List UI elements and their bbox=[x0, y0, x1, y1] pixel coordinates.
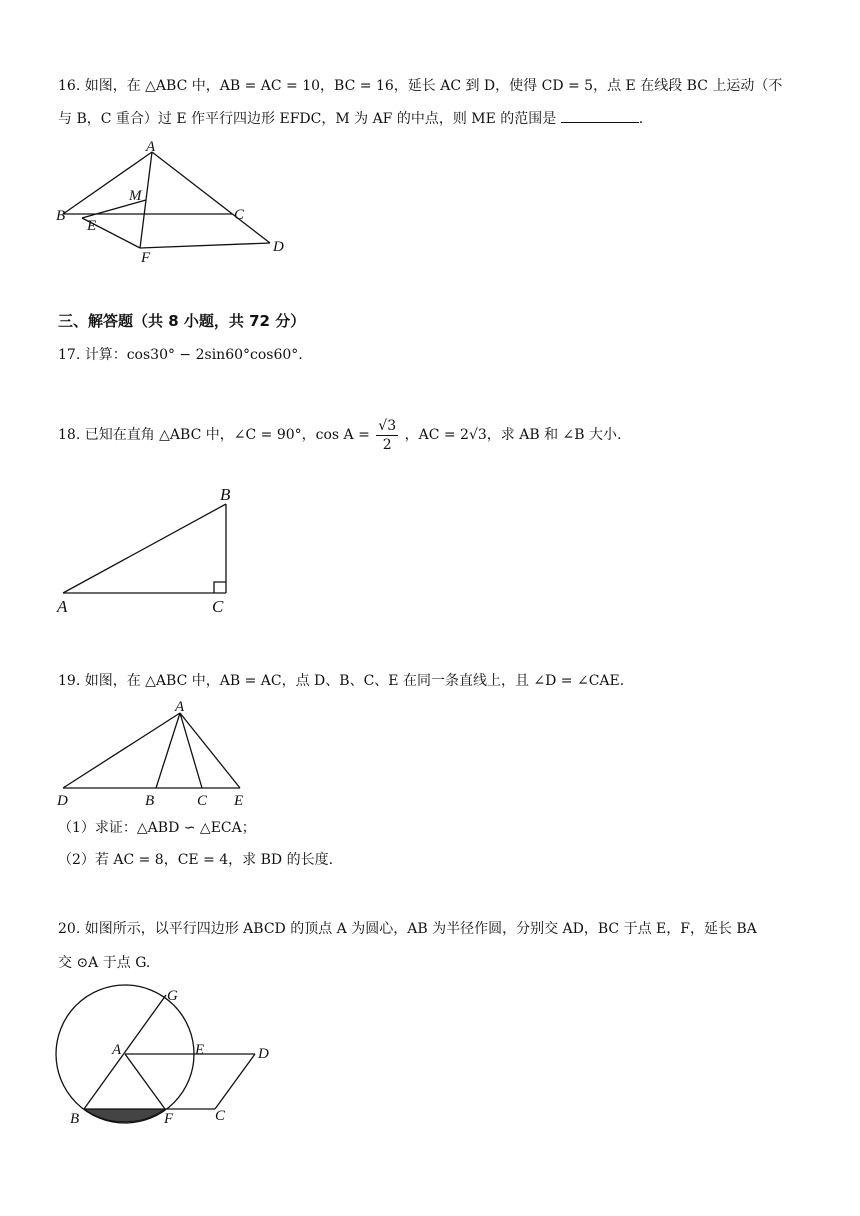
q16-line2-text: 与 B，C 重合）过 E 作平行四边形 EFDC，M 为 AF 的中点，则 ME 的范围是 bbox=[58, 111, 557, 127]
q16-label-E: E bbox=[87, 218, 97, 234]
q16-label-M: M bbox=[129, 188, 142, 204]
q19-text: 19. 如图，在 △ABC 中，AB = AC，点 D、B、C、E 在同一条直线上，且 ∠D = ∠CAE. bbox=[58, 673, 625, 689]
q19-label-A: A bbox=[175, 699, 185, 715]
q18-label-B: B bbox=[220, 485, 231, 504]
q19-label-D: D bbox=[57, 793, 68, 809]
q20-shaded-segment bbox=[84, 1109, 165, 1122]
q20-label-B: B bbox=[70, 1111, 80, 1127]
q16-line2-end: . bbox=[638, 111, 644, 127]
q16-label-D: D bbox=[273, 239, 284, 255]
q17-text: 17. 计算：cos30° − 2sin60°cos60°. bbox=[58, 347, 303, 363]
q19-part2: （2）若 AC = 8，CE = 4，求 BD 的长度. bbox=[58, 852, 334, 868]
q20-label-G: G bbox=[167, 988, 178, 1004]
q16-label-F: F bbox=[141, 250, 151, 266]
q20-label-C: C bbox=[215, 1108, 226, 1124]
q16-label-B: B bbox=[56, 208, 66, 224]
q18-frac-num: √3 bbox=[378, 417, 397, 434]
q16-line1: 16. 如图，在 △ABC 中，AB = AC = 10，BC = 16，延长 AC 到 D，使得 CD = 5，点 E 在线段 BC 上运动（不 bbox=[58, 78, 783, 94]
q18-frac-den: 2 bbox=[382, 436, 392, 453]
q19-part1: （1）求证：△ABD ∽ △ECA； bbox=[58, 820, 256, 836]
q19-label-B: B bbox=[145, 793, 155, 809]
q20-line1: 20. 如图所示，以平行四边形 ABCD 的顶点 A 为圆心，AB 为半径作圆，分别交 AD，BC 于点 E，F，延长 BA bbox=[58, 921, 757, 937]
q20-label-A: A bbox=[112, 1042, 122, 1058]
q18-suffix: ，AC = 2√3，求 AB 和 ∠B 大小. bbox=[404, 427, 622, 443]
q16-label-C: C bbox=[234, 207, 245, 223]
q20-label-F: F bbox=[164, 1111, 174, 1127]
q19-label-C: C bbox=[197, 793, 208, 809]
q19-label-E: E bbox=[234, 793, 244, 809]
q18-label-C: C bbox=[212, 597, 224, 616]
q20-label-E: E bbox=[195, 1042, 205, 1058]
q20-label-D: D bbox=[258, 1046, 269, 1062]
q18-label-A: A bbox=[57, 597, 68, 616]
q20-line2: 交 ⊙A 于点 G. bbox=[58, 955, 151, 971]
q16-label-A: A bbox=[146, 139, 156, 155]
section3-title: 三、解答题（共 8 小题，共 72 分） bbox=[58, 312, 306, 330]
q18-prefix: 18. 已知在直角 △ABC 中，∠C = 90°，cos A = bbox=[58, 427, 370, 443]
